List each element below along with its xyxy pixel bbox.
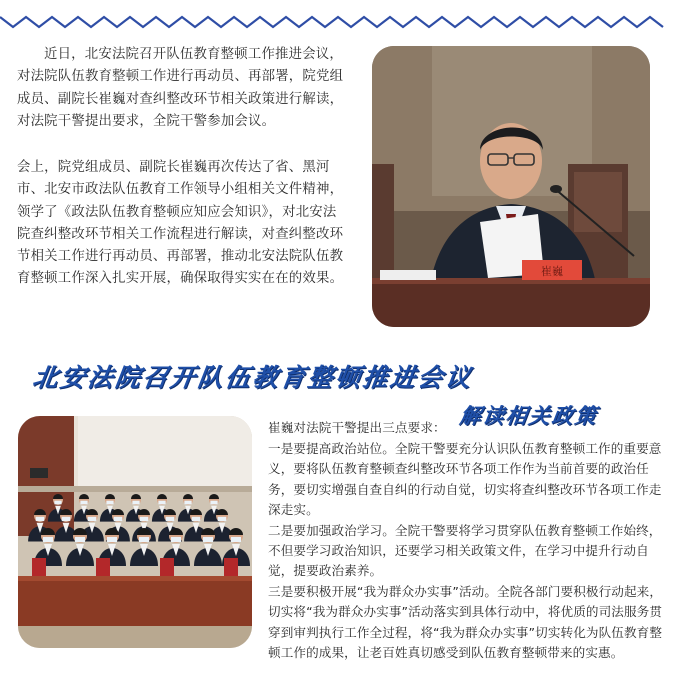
attendee-mask — [140, 517, 149, 521]
red-chair — [32, 558, 46, 576]
attendee-mask — [36, 517, 45, 521]
red-chair — [224, 558, 238, 576]
zigzag-border — [0, 14, 675, 30]
red-chair — [96, 558, 110, 576]
attendee-mask — [88, 517, 97, 521]
requirement-item: 二是要加强政治学习。全院干警要将学习贯穿队伍教育整顿工作始终，不但要学习政治知识，还要学习相关政策文件，在学习中提升行动自觉，提要政治素养。 — [268, 522, 662, 579]
attendee-mask — [210, 501, 217, 505]
attendee-mask — [158, 501, 165, 505]
attendee-mask — [171, 537, 181, 542]
requirement-item: 三是要积极开展“我为群众办实事”活动。全院各部门要积极行动起来，切实将“我为群众办实事”活动落实到具体行动中，将优质的司法服务贯穿到审判执行工作全过程，将“我为群众办实事”切实转化为队伍教育整顿工作的成果，让老百姓真切感受到队伍教育整顿带来的实惠。 — [268, 583, 663, 661]
red-chair — [160, 558, 174, 576]
attendee-mask — [166, 517, 175, 521]
attendee-mask — [114, 517, 123, 521]
intro-paragraph: 近日，北安法院召开队伍教育整顿工作推进会议，对法院队伍教育整顿工作进行再动员、再部署，院党组成员、副院长崔巍对查纠整改环节相关政策进行解读，对法院干警提出要求，全院干警参加会议。 — [17, 47, 344, 129]
requirements-list — [268, 439, 666, 663]
nameplate-text: 崔巍 — [541, 265, 563, 278]
attendee-mask — [107, 537, 117, 542]
attendee-mask — [75, 537, 85, 542]
attendee-mask — [139, 537, 149, 542]
attendee-mask — [62, 517, 71, 521]
attendee-mask — [132, 501, 139, 505]
attendee-mask — [80, 501, 87, 505]
requirement-item: 一是要提高政治站位。全院干警要充分认识队伍教育整顿工作的重要意义，要将队伍教育整顿查纠整改环节各项工作作为当前首要的政治任务，要切实增强自查自纠的行动自觉，切实将查纠整改环节各项工作走深走实。 — [268, 441, 662, 518]
requirements-intro: 崔巍对法院干警提出三点要求： — [268, 420, 446, 435]
meeting-paragraph: 会上，院党组成员、副院长崔巍再次传达了省、黑河市、北安市政法队伍教育工作领导小组相关文件精神，领学了《政法队伍教育整顿应知应会知识》，对北安法院查纠整改环节相关工作流程进行解读，对查纠整改环节相关工作进行再动员、再部署，推动北安法院队伍教育整顿工作深入扎实开展，确保取得实实在在的效果。 — [17, 160, 344, 287]
attendee-mask — [231, 537, 241, 542]
attendee-mask — [203, 537, 213, 542]
attendee-mask — [54, 501, 61, 505]
attendee-mask — [184, 501, 191, 505]
section-title: 北安法院召开队伍教育整顿推进会议 — [30, 363, 475, 392]
audience-photo — [18, 416, 252, 648]
attendee-mask — [218, 517, 227, 521]
attendee-mask — [43, 537, 53, 542]
section-subtitle: 解读相关政策 — [458, 404, 600, 428]
attendee-mask — [106, 501, 113, 505]
speaker-photo — [372, 46, 650, 327]
attendee-mask — [192, 517, 201, 521]
